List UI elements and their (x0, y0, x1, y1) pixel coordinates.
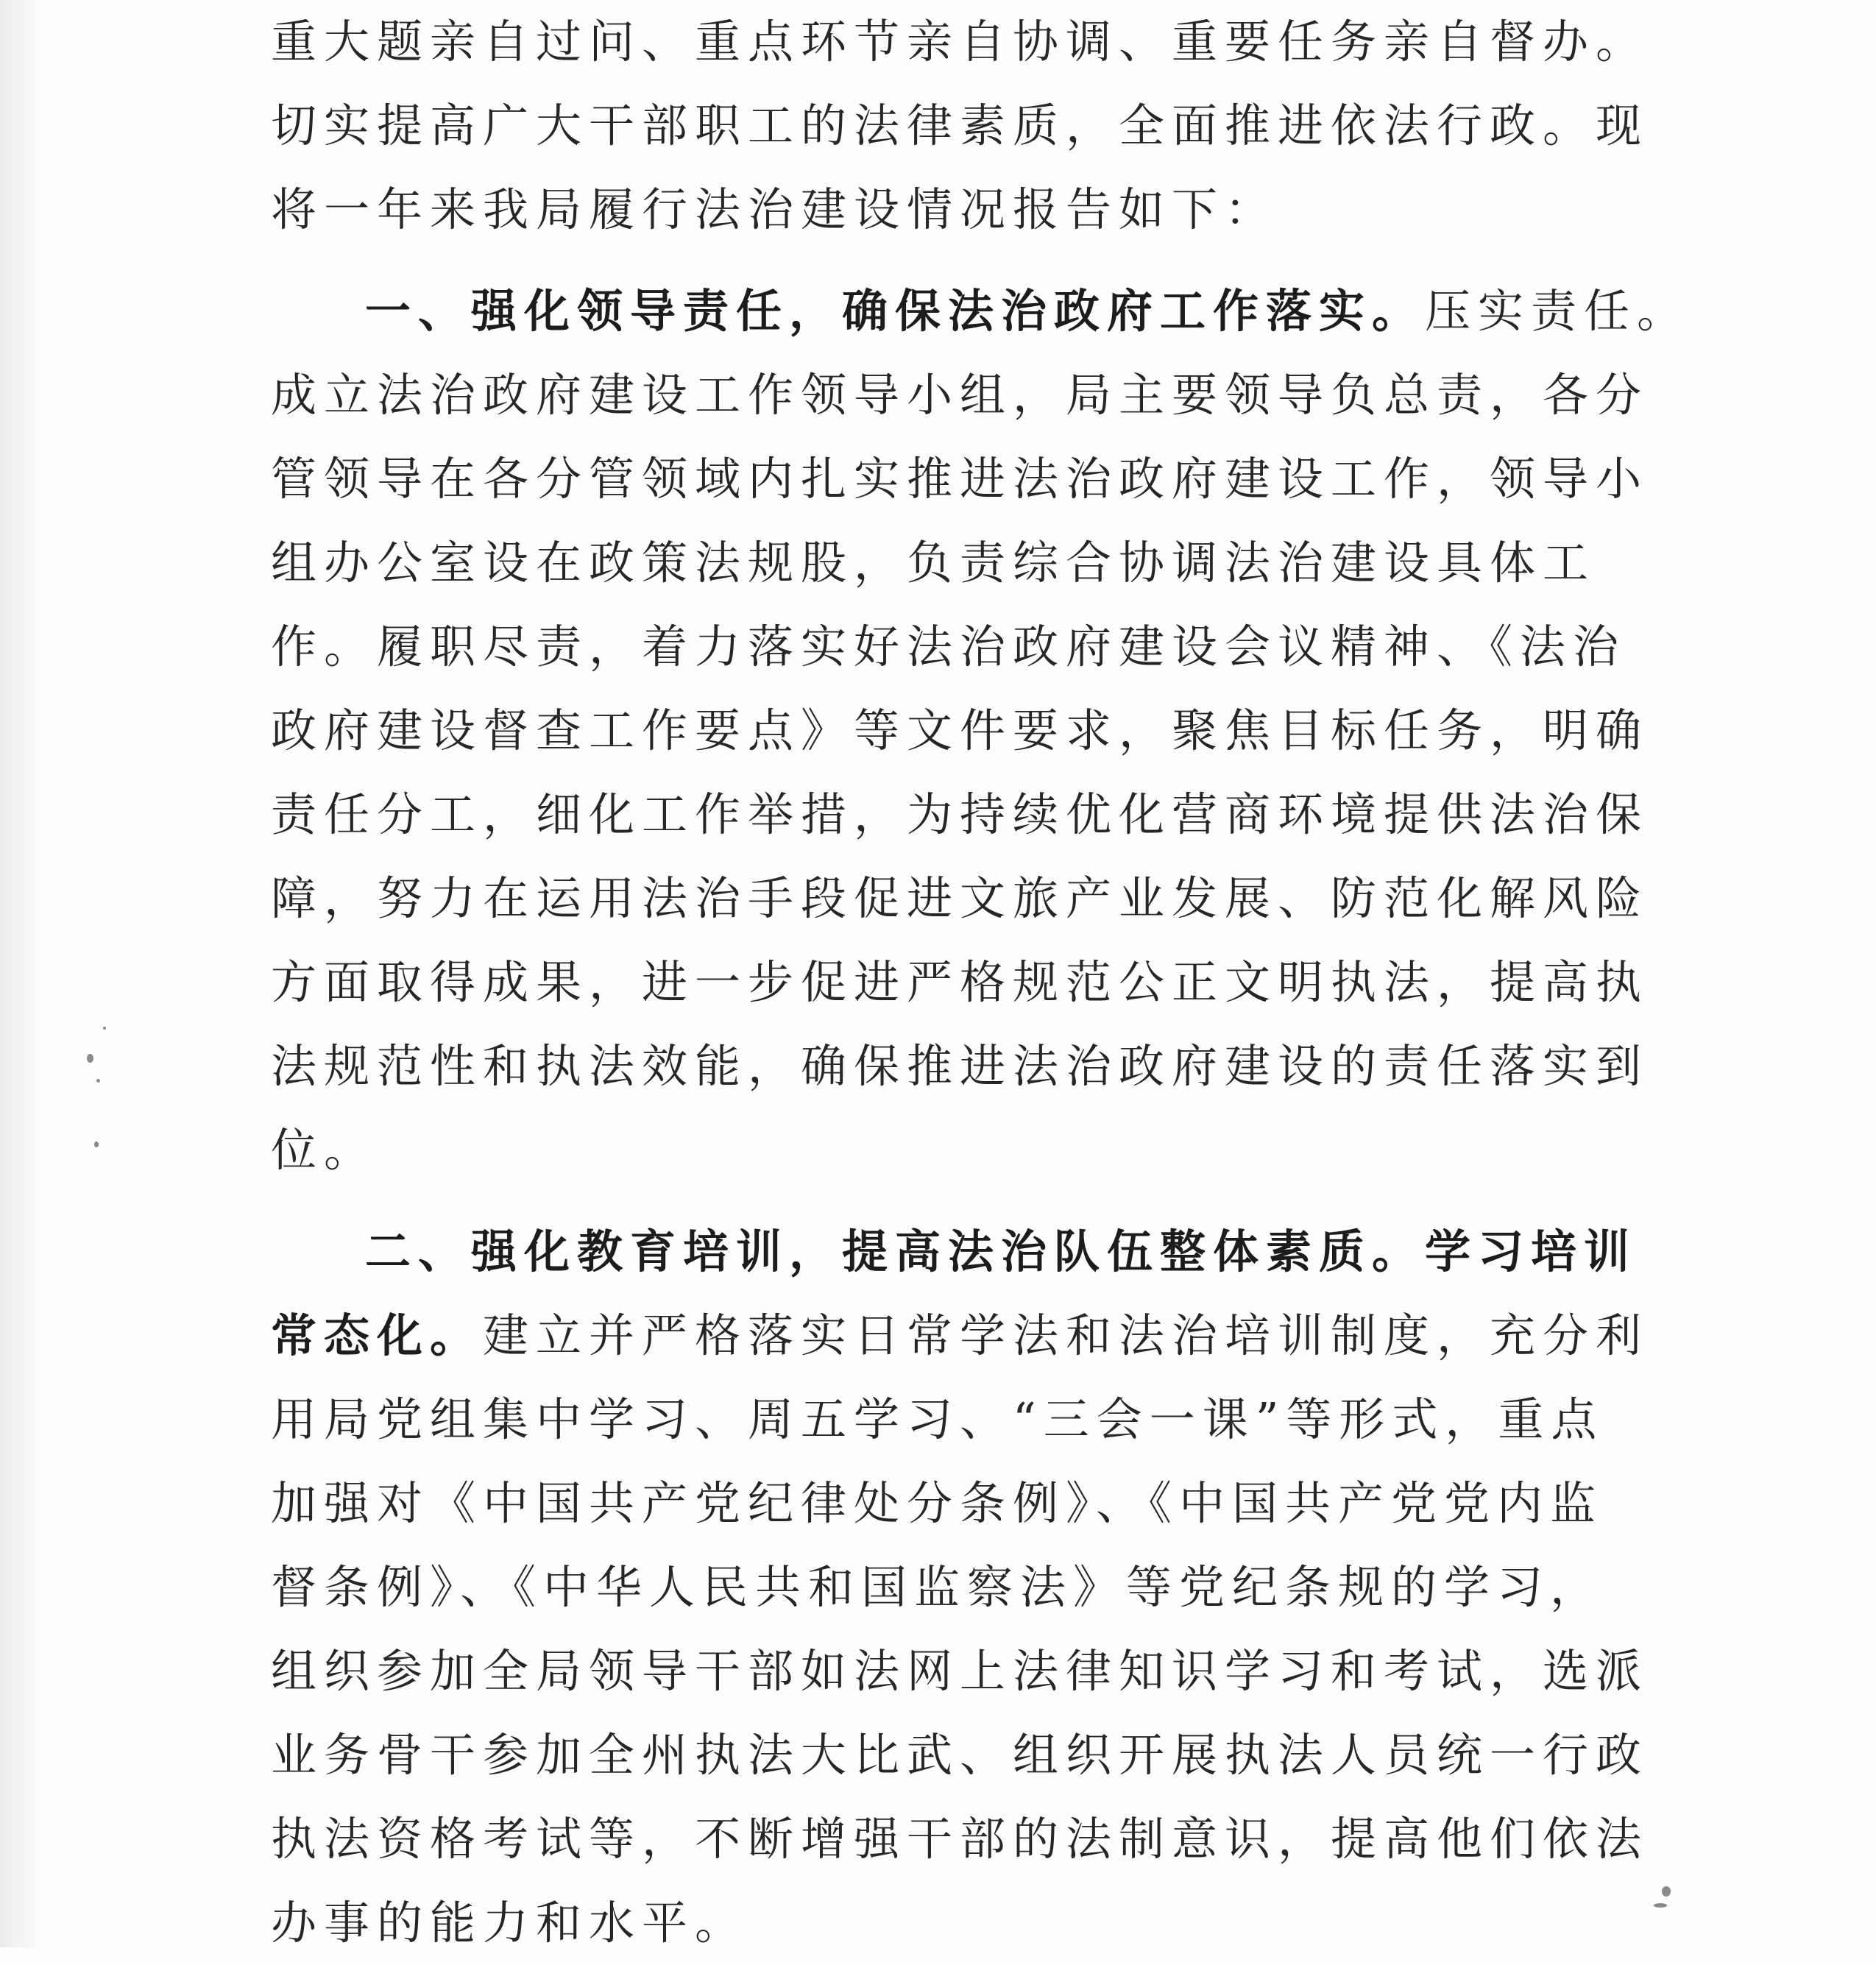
scan-speck (94, 1141, 99, 1147)
scan-speck (96, 1079, 100, 1083)
section-2-line: 组织参加全局领导干部如法网上法律知识学习和考试，选派 (271, 1644, 1649, 1698)
section-1-line: 位。 (271, 1123, 378, 1177)
section-2-line: 督条例》、《中华人民共和国监察法》等党纪条规的学习， (271, 1560, 1604, 1614)
section-2-second-line (271, 1294, 1649, 1378)
section-1-line: 成立法治政府建设工作领导小组，局主要领导负总责，各分 (271, 368, 1649, 422)
section-2-line: 业务骨干参加全州执法大比武、组织开展执法人员统一行政 (271, 1728, 1649, 1782)
section-1-first-tail: 压实责任。 (1425, 284, 1691, 338)
section-1-line: 障，努力在运用法治手段促进文旅产业发展、防范化解风险 (271, 871, 1649, 925)
section-2-heading: 二、强化教育培训，提高法治队伍整体素质。 (365, 1225, 1426, 1278)
scan-speck (1662, 1886, 1671, 1897)
section-2-second-tail: 建立并严格落实日常学法和法治培训制度，充分利 (483, 1309, 1649, 1362)
scan-speck (1654, 1903, 1667, 1908)
scan-shadow (0, 0, 44, 1947)
section-1-line: 法规范性和执法效能，确保推进法治政府建设的责任落实到 (271, 1039, 1649, 1093)
section-2-line: 用局党组集中学习、周五学习、“三会一课”等形式，重点 (271, 1392, 1604, 1446)
section-1-line: 作。履职尽责，着力落实好法治政府建设会议精神、《法治 (271, 620, 1627, 673)
section-1-line: 责任分工，细化工作举措，为持续优化营商环境提供法治保 (271, 787, 1649, 841)
section-2-line: 执法资格考试等，不断增强干部的法制意识，提高他们依法 (271, 1812, 1649, 1866)
section-1-line: 政府建设督查工作要点》等文件要求，聚焦目标任务，明确 (271, 704, 1649, 757)
section-2-line: 办事的能力和水平。 (271, 1896, 748, 1950)
intro-line: 重大题亲自过问、重点环节亲自协调、重要任务亲自督办。 (271, 15, 1649, 68)
intro-line: 切实提高广大干部职工的法律素质，全面推进依法行政。现 (271, 99, 1649, 152)
section-1-line: 管领导在各分管领域内扎实推进法治政府建设工作，领导小 (271, 452, 1649, 506)
section-1-line: 方面取得成果，进一步促进严格规范公正文明执法，提高执 (271, 955, 1649, 1009)
intro-line: 将一年来我局履行法治建设情况报告如下： (271, 183, 1278, 236)
scan-speck (103, 1027, 106, 1030)
section-2-subheading-end: 常态化。 (271, 1309, 484, 1362)
section-2-subheading-part: 学习培训 (1425, 1225, 1638, 1278)
section-1-first-line (271, 269, 1691, 353)
section-2-first-line (271, 1210, 1638, 1294)
scan-speck (87, 1054, 93, 1063)
section-1-heading: 一、强化领导责任，确保法治政府工作落实。 (365, 284, 1426, 338)
section-1-line: 组办公室设在政策法规股，负责综合协调法治建设具体工 (271, 536, 1596, 590)
document-page (271, 0, 1691, 1965)
section-2-line: 加强对《中国共产党纪律处分条例》、《中国共产党党内监 (271, 1476, 1604, 1530)
